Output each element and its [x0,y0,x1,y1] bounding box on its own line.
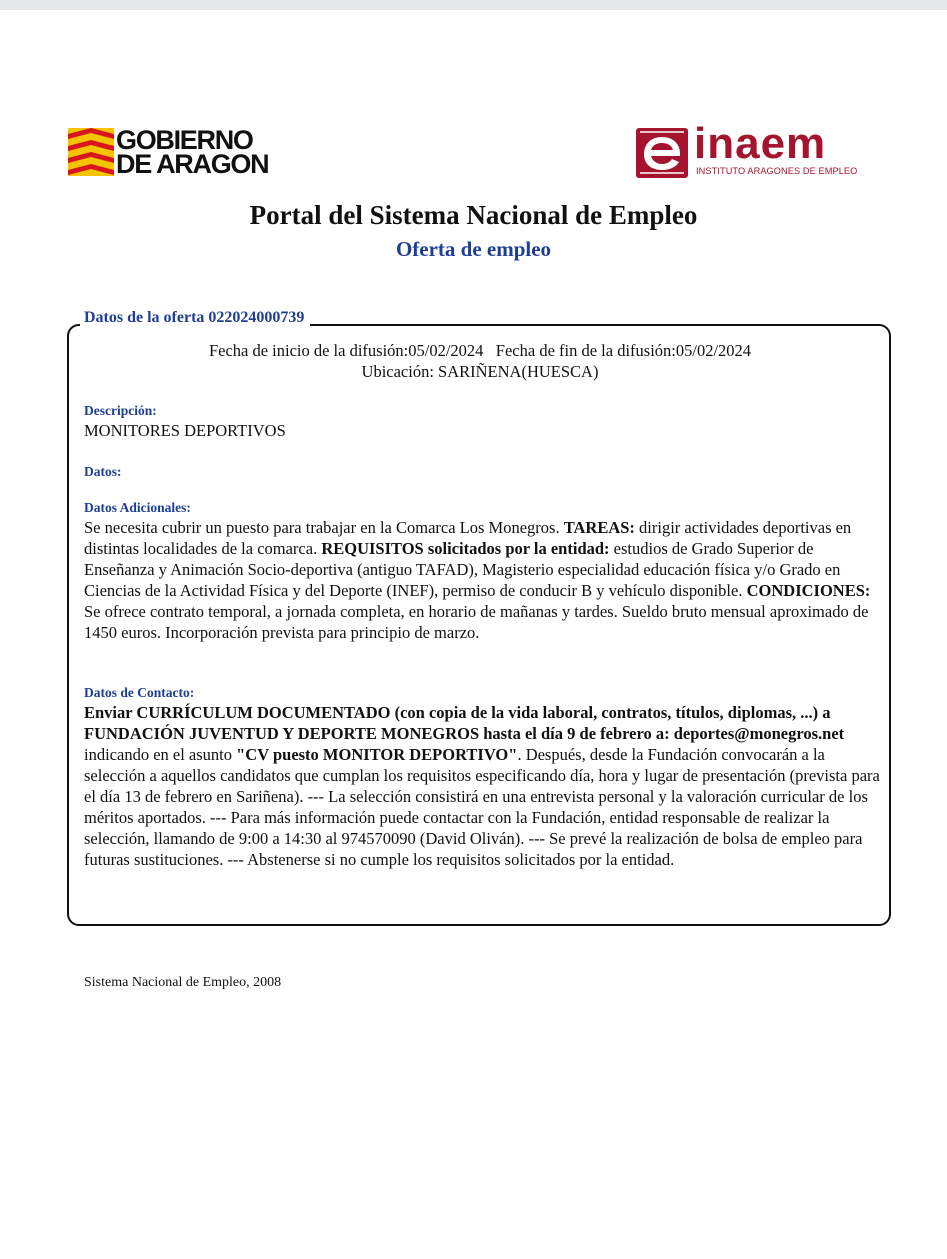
adicionales-part: Se ofrece contrato temporal, a jornada completa, en horario de mañanas y tardes. Sueldo bruto mensual aproximado de 1450 euros. Incorporación prevista para principio de marzo. [84,602,869,642]
inaem-logo-subtitle: INSTITUTO ARAGONES DE EMPLEO [696,166,858,176]
adicionales-part: dirigir actividades deportivas en distintas localidades de la comarca. [84,518,852,558]
adicionales-part: estudios de Grado Superior de Enseñanza y Animación Socio-deportiva (antiguo TAFAD), Magisterio especialidad educación física y/o Grado en Ciencias de la Actividad Física y del Deporte (INEF), permiso de conducir B y vehículo disponible. [84,539,841,600]
adicionales-part: Se necesita cubrir un puesto para trabajar en la Comarca Los Monegros. [84,518,564,537]
footer-text: Sistema Nacional de Empleo, 2008 [84,975,282,990]
descripcion-value: MONITORES DEPORTIVOS [84,421,286,440]
contacto-instructions: Enviar CURRÍCULUM DOCUMENTADO (con copia de la vida laboral, contratos, títulos, diplomas, ...) a FUNDACIÓN JUVENTUD Y DEPORTE MONEGROS hasta el día 9 de febrero a: deportes@monegros.net [84,703,845,743]
datos-contacto-text [84,702,884,870]
top-status-bar [0,0,947,10]
inaem-e-icon [636,128,688,178]
location: Ubicación: SARIÑENA(HUESCA) [361,362,599,381]
offer-dates [90,340,870,382]
page-title: Portal del Sistema Nacional de Empleo [249,200,698,230]
gobierno-aragon-logo [68,125,283,180]
aragon-logo-text [116,125,269,179]
requisitos-heading: REQUISITOS solicitados por la entidad: [321,539,610,558]
tareas-heading: TAREAS: [563,518,635,537]
contacto-subject: "CV puesto MONITOR DEPORTIVO" [236,745,518,764]
datos-contacto-label: Datos de Contacto: [84,685,195,700]
aragon-logo-line1: GOBIERNO [116,125,253,155]
contacto-part: . Después, desde la Fundación convocarán a la selección a aquellos candidatos que cumplan los requisitos especificando día, hora y lugar de presentación (prevista para el día 13 de febrero en Sariñena). --- La selección consistirá en una entrevista personal y la valoración curricular de los méritos aportados. --- Para más información puede contactar con la Fundación, entidad responsable de realizar la selección, llamando de 9:00 a 14:30 al 974570090 (David Oliván). --- Se prevé la realización de bolsa de empleo para futuras sustituciones. --- Abstenerse si no cumple los requisitos solicitados por la entidad. [84,745,880,869]
inaem-logo-word: inaem [694,119,827,168]
diffusion-dates: Fecha de inicio de la difusión:05/02/2024 Fecha de fin de la difusión:05/02/2024 [208,341,752,360]
offer-legend: Datos de la oferta 022024000739 [80,309,310,327]
aragon-flag-icon [68,128,114,176]
condiciones-heading: CONDICIONES: [746,581,871,600]
contacto-part: indicando en el asunto [84,745,237,764]
datos-adicionales-text [84,517,884,643]
datos-label: Datos: [84,464,122,479]
aragon-logo-line2: DE ARAGON [116,149,269,179]
inaem-logo [636,119,876,182]
descripcion-label: Descripción: [84,403,157,418]
page-subtitle: Oferta de empleo [395,237,552,261]
datos-adicionales-label: Datos Adicionales: [84,500,191,515]
